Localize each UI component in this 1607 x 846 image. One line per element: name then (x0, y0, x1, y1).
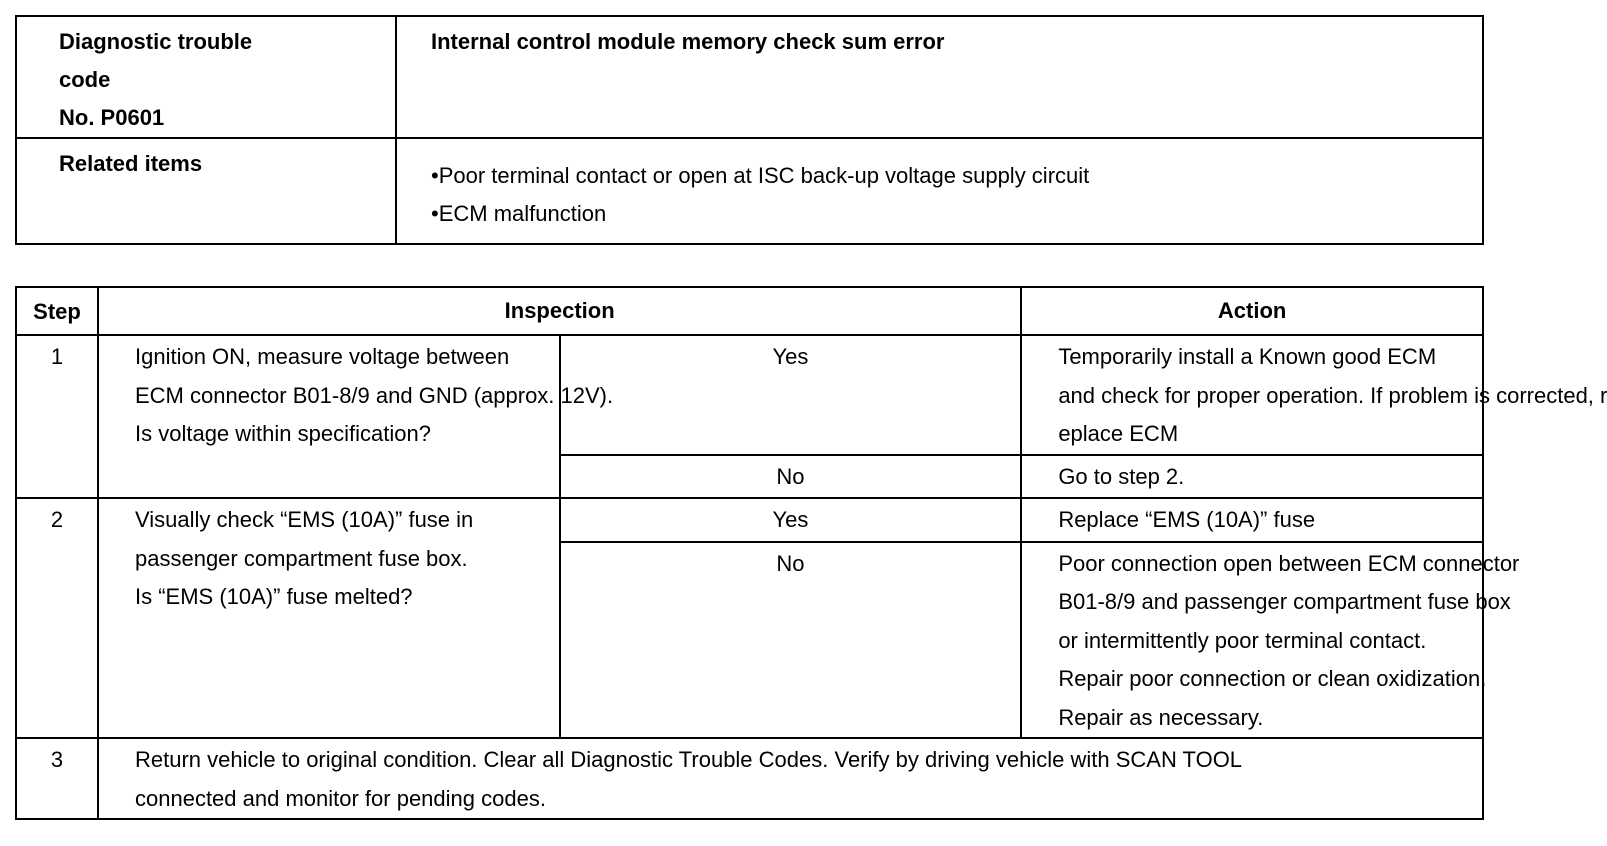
final-step-line: connected and monitor for pending codes. (135, 785, 546, 811)
inspection-line: Visually check “EMS (10A)” fuse in (135, 507, 474, 532)
action-line: or intermittently poor terminal contact. (1058, 627, 1427, 653)
steps-header-row (16, 287, 1483, 335)
inspection-cell (98, 498, 560, 738)
related-items-row (16, 138, 1483, 244)
action-cell (1021, 498, 1483, 542)
action-line: Go to step 2. (1058, 463, 1185, 489)
dtc-description: Internal control module memory check sum error (396, 16, 1483, 138)
inspection-line: ECM connector B01-8/9 and GND (approx. 12V). (135, 382, 614, 408)
step-number: 1 (16, 335, 98, 498)
step-number: 3 (16, 738, 98, 819)
action-line: Temporarily install a Known good ECM (1058, 344, 1437, 369)
answer-no: No (560, 455, 1022, 499)
action-cell (1021, 542, 1520, 739)
action-line: Poor connection open between ECM connector (1058, 550, 1520, 576)
related-items-cell (396, 138, 1483, 244)
dtc-row (16, 16, 1483, 138)
answer-no: No (560, 542, 1022, 739)
action-line: Replace “EMS (10A)” fuse (1058, 507, 1316, 532)
step-number: 2 (16, 498, 98, 738)
answer-yes: Yes (560, 498, 1022, 542)
final-step-line: Return vehicle to original condition. Clear all Diagnostic Trouble Codes. Verify by driving vehicle with SCAN TOOL (135, 747, 1243, 772)
step-row (16, 335, 1483, 455)
inspection-line: Ignition ON, measure voltage between (135, 344, 510, 369)
final-step-cell (98, 738, 1483, 819)
action-line: Repair poor connection or clean oxidization. (1058, 666, 1487, 691)
step-row (16, 738, 1483, 819)
step-row (16, 498, 1483, 542)
action-line: eplace ECM (1058, 421, 1179, 446)
related-item: • ECM malfunction (431, 195, 1470, 233)
action-header: Action (1021, 287, 1483, 335)
inspection-header: Inspection (98, 287, 1021, 335)
inspection-cell (98, 335, 614, 498)
inspection-line: Is “EMS (10A)” fuse melted? (135, 584, 413, 609)
related-item: • Poor terminal contact or open at ISC back-up voltage supply circuit (431, 157, 1470, 195)
dtc-label-line: Diagnostic trouble (59, 29, 253, 54)
action-cell (1021, 455, 1483, 499)
answer-yes: Yes (560, 335, 1022, 455)
inspection-line: Is voltage within specification? (135, 421, 431, 446)
dtc-info-table (15, 15, 1484, 245)
dtc-label-line: No. P0601 (59, 105, 165, 130)
dtc-label-line: code (59, 67, 111, 92)
step-header: Step (16, 287, 98, 335)
action-line: B01-8/9 and passenger compartment fuse box (1058, 589, 1511, 614)
action-line: and check for proper operation. If problem is corrected, r (1058, 382, 1607, 408)
related-items-label: Related items (16, 138, 396, 244)
inspection-line: passenger compartment fuse box. (135, 545, 468, 571)
action-cell (1021, 335, 1607, 455)
dtc-label (16, 16, 396, 138)
action-line: Repair as necessary. (1058, 704, 1264, 730)
related-items-list (431, 157, 1470, 233)
diagnostic-steps-table (15, 286, 1607, 820)
